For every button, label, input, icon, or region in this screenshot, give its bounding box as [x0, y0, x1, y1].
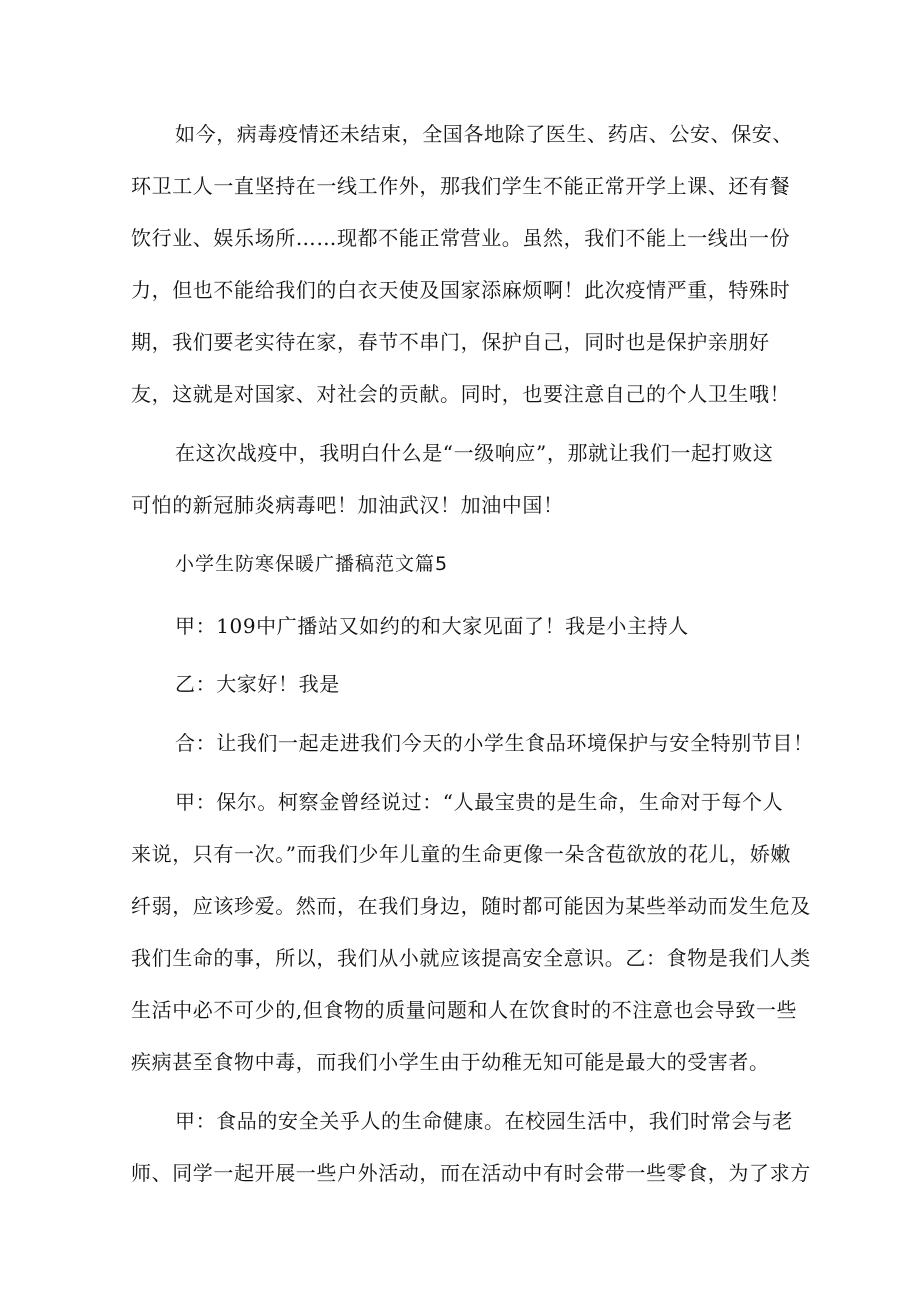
- dialogue-line-3: 合：让我们一起走进我们今天的小学生食品环境保护与安全特别节目！: [175, 731, 814, 755]
- dialogue-line-2: 乙：大家好！我是: [175, 672, 340, 696]
- paragraph-3-line-6: 疾病甚至食物中毒，而我们小学生由于幼稚无知可能是最大的受害者。: [131, 1050, 770, 1074]
- paragraph-1-line-3: 饮行业、娱乐场所……现都不能正常营业。虽然，我们不能上一线出一份: [131, 226, 791, 250]
- dialogue-line-1: 甲：109中广播站又如约的和大家见面了！我是小主持人: [175, 614, 689, 638]
- paragraph-1-line-2: 环卫工人一直坚持在一线工作外，那我们学生不能正常开学上课、还有餐: [131, 174, 791, 198]
- paragraph-3-line-5: 生活中必不可少的,但食物的质量问题和人在饮食时的不注意也会导致一些: [131, 998, 798, 1022]
- paragraph-1-line-1: 如今，病毒疫情还未结束，全国各地除了医生、药店、公安、保安、: [175, 122, 793, 146]
- paragraph-4-line-1: 甲：食品的安全关乎人的生命健康。在校园生活中，我们时常会与老: [175, 1109, 793, 1133]
- paragraph-4-line-2: 师、同学一起开展一些户外活动，而在活动中有时会带一些零食，为了求方: [131, 1161, 811, 1185]
- paragraph-3-line-4: 我们生命的事，所以，我们从小就应该提高安全意识。乙：食物是我们人类: [131, 946, 811, 970]
- paragraph-1-line-6: 友，这就是对国家、对社会的贡献。同时，也要注意自己的个人卫生哦！: [131, 382, 791, 406]
- section-title: 小学生防寒保暖广播稿范文篇5: [175, 553, 449, 575]
- paragraph-3-line-1: 甲：保尔。柯察金曾经说过：“人最宝贵的是生命，生命对于每个人: [175, 790, 784, 814]
- paragraph-3-line-3: 纤弱，应该珍爱。然而，在我们身边，随时都可能因为某些举动而发生危及: [131, 894, 811, 918]
- paragraph-1-line-5: 期，我们要老实待在家，春节不串门，保护自己，同时也是保护亲朋好: [131, 330, 770, 354]
- paragraph-1-line-4: 力，但也不能给我们的白衣天使及国家添麻烦啊！此次疫情严重，特殊时: [131, 278, 791, 302]
- paragraph-2-line-1: 在这次战疫中，我明白什么是“一级响应”，那就让我们一起打败这: [175, 441, 774, 465]
- paragraph-3-line-2: 来说，只有一次。”而我们少年儿童的生命更像一朵含苞欲放的花儿，娇嫩: [131, 842, 792, 866]
- paragraph-2-line-2: 可怕的新冠肺炎病毒吧！加油武汉！加油中国！: [131, 493, 564, 517]
